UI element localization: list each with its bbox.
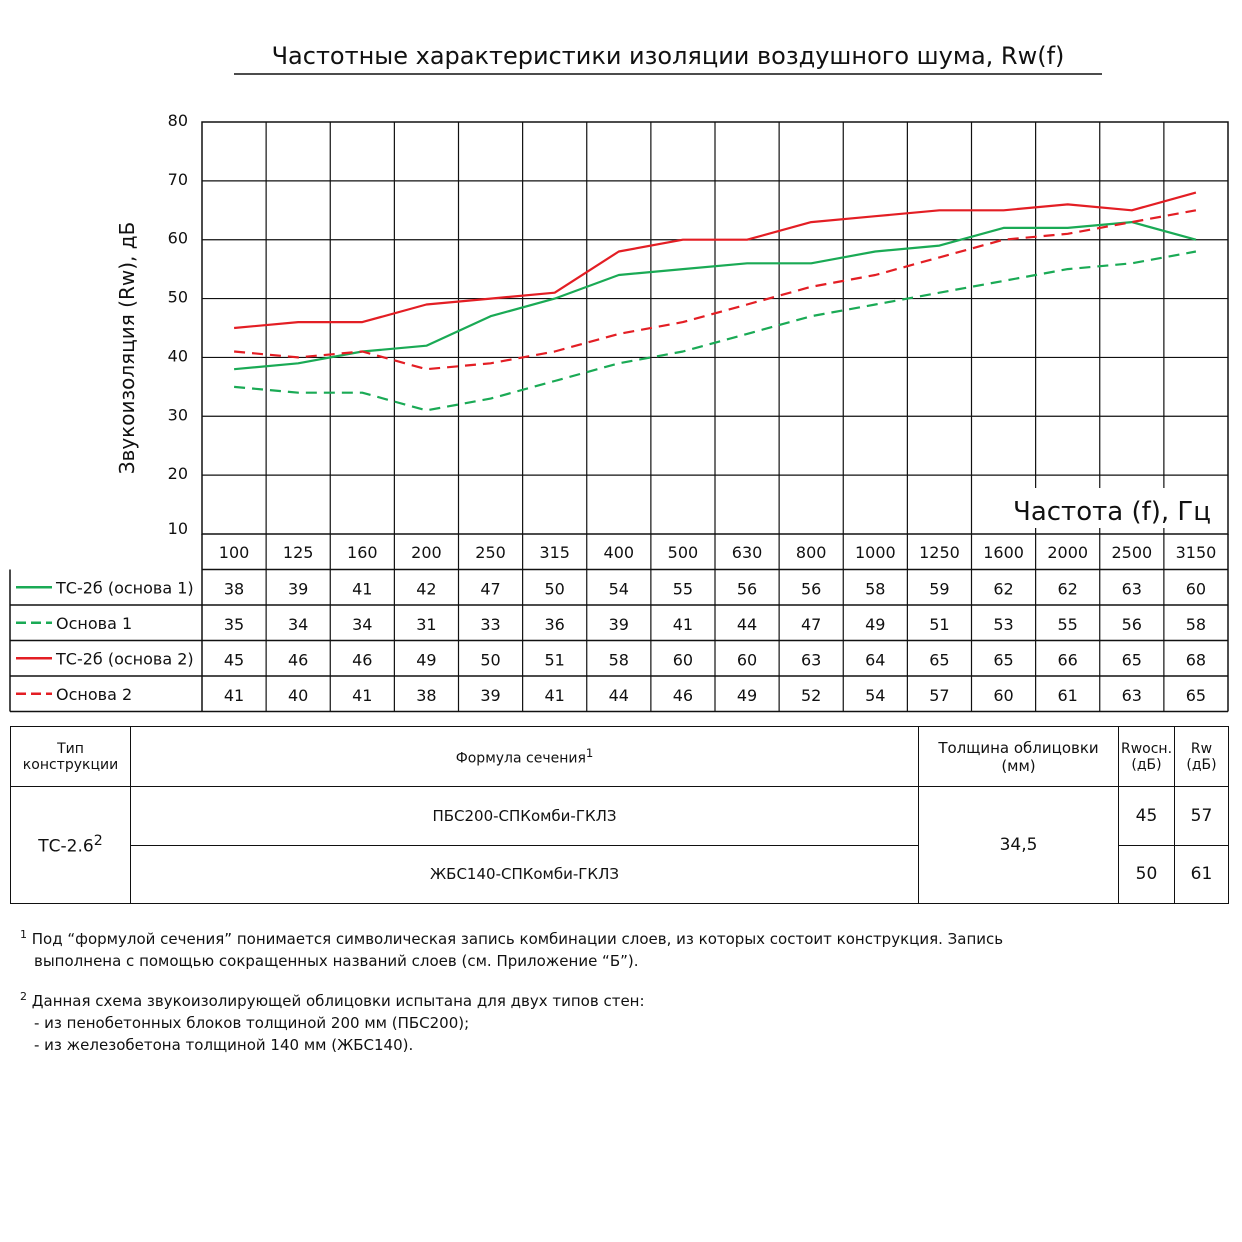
table-cell-value: 62 <box>1057 579 1078 599</box>
table-cell-value: 57 <box>929 685 950 705</box>
header-thickness: Толщина облицовки (мм) <box>919 727 1119 787</box>
legend-label: Основа 1 <box>56 613 133 633</box>
x-tick-label: 400 <box>603 543 635 562</box>
y-tick-label: 40 <box>167 346 188 366</box>
y-tick-label: 50 <box>167 287 188 307</box>
x-tick-label: 2500 <box>1111 543 1153 562</box>
legend-label: Основа 2 <box>56 684 133 704</box>
table-cell-value: 46 <box>352 650 373 670</box>
y-tick-labels <box>168 111 188 538</box>
table-cell-value: 68 <box>1185 650 1207 670</box>
table-cell-value: 58 <box>865 579 886 599</box>
legend-label: ТС-2б (основа 1) <box>56 578 194 598</box>
x-tick-label: 1000 <box>854 543 896 562</box>
x-tick-label: 200 <box>411 543 442 562</box>
table-cell-value: 36 <box>544 614 565 634</box>
data-table <box>16 578 1206 705</box>
table-cell-value: 59 <box>929 579 950 599</box>
header-formula: Формула сечения$^1$ <box>131 727 919 787</box>
table-cell-value: 44 <box>736 614 758 634</box>
table-cell-value: 65 <box>929 650 950 670</box>
table-cell-value: 65 <box>1121 650 1142 670</box>
table-cell-value: 60 <box>1185 579 1207 599</box>
table-cell-value: 51 <box>544 650 565 670</box>
x-tick-label: 1600 <box>983 543 1024 562</box>
x-tick-label: 160 <box>347 543 378 562</box>
x-tick-label: 800 <box>795 543 827 562</box>
chart-title: Частотные характеристики изоляции воздушного шума, Rw(f) <box>271 42 1065 70</box>
table-cell-value: 49 <box>865 614 886 634</box>
spec-table <box>10 726 1229 904</box>
table-cell-value: 65 <box>993 650 1014 670</box>
frequency-row <box>219 543 1217 562</box>
table-cell-value: 41 <box>672 614 694 634</box>
table-cell-value: 42 <box>416 579 437 599</box>
table-cell-value: 60 <box>993 685 1014 705</box>
table-cell-value: 55 <box>1057 614 1078 634</box>
table-cell-value: 46 <box>288 650 309 670</box>
table-cell-value: 47 <box>801 614 822 634</box>
table-cell-value: 65 <box>1185 685 1207 705</box>
y-tick-label: 70 <box>167 169 188 189</box>
y-tick-label: 20 <box>167 464 188 484</box>
table-cell-value: 38 <box>416 685 437 705</box>
formula-cell: ПБС200-СПКомби-ГКЛЗ <box>131 787 919 846</box>
table-cell-value: 45 <box>223 650 245 670</box>
header-rw: Rw (дБ) <box>1175 727 1229 787</box>
table-cell-value: 38 <box>223 579 245 599</box>
x-tick-label: 500 <box>667 543 699 562</box>
rw-cell: 57 <box>1175 787 1229 846</box>
x-tick-label: 250 <box>475 543 506 562</box>
table-cell-value: 34 <box>288 614 309 634</box>
x-tick-label: 2000 <box>1047 543 1089 562</box>
y-tick-label: 10 <box>167 519 188 538</box>
x-tick-label: 125 <box>282 543 314 562</box>
table-cell-value: 39 <box>480 685 501 705</box>
x-tick-label: 315 <box>539 543 570 562</box>
header-rw-base: Rwосн. (дБ) <box>1119 727 1175 787</box>
footnote-2: $^2$ Данная схема звукоизолирующей облицовки испытана для двух типов стен: - из пенобетонных блоков толщиной 200 мм (ПБС200); - из железобетона толщиной 140 мм (ЖБС140). <box>20 990 645 1054</box>
x-tick-label: 630 <box>731 543 763 562</box>
table-cell-value: 64 <box>865 650 886 670</box>
table-cell-value: 50 <box>544 579 565 599</box>
table-cell-value: 56 <box>736 579 758 599</box>
table-cell-value: 51 <box>929 614 950 634</box>
table-cell-value: 50 <box>480 650 501 670</box>
table-cell-value: 33 <box>480 614 501 634</box>
table-cell-value: 56 <box>1121 614 1142 634</box>
table-cell-value: 54 <box>608 579 629 599</box>
table-cell-value: 55 <box>672 579 694 599</box>
rw-base-cell: 45 <box>1119 787 1175 846</box>
table-cell-value: 63 <box>1121 579 1142 599</box>
header-type: Тип конструкции <box>11 727 131 787</box>
table-cell-value: 66 <box>1057 650 1078 670</box>
y-axis-label: Звукоизоляция (Rw), дБ <box>115 221 139 475</box>
x-tick-label: 3150 <box>1175 543 1217 562</box>
table-cell-value: 40 <box>288 685 309 705</box>
x-tick-label: 1250 <box>919 543 960 562</box>
spec-header-row <box>11 727 1229 787</box>
construction-type: $ТС-2.6^2$ <box>11 787 131 904</box>
footnote-1: $^1$ Под “формулой сечения” понимается символическая запись комбинации слоев, из которых состоит конструкция. Запись выполнена с помощью сокращенных названий слоев (см. Приложение “Б”). <box>20 928 1004 970</box>
table-cell-value: 61 <box>1057 685 1078 705</box>
table-cell-value: 44 <box>608 685 629 705</box>
y-tick-label: 80 <box>167 111 188 130</box>
table-cell-value: 62 <box>993 579 1014 599</box>
table-cell-value: 60 <box>672 650 694 670</box>
footnotes <box>20 924 1220 1070</box>
table-cell-value: 58 <box>608 650 629 670</box>
table-cell-value: 49 <box>736 685 758 705</box>
x-tick-label: 100 <box>218 543 250 562</box>
table-cell-value: 34 <box>352 614 373 634</box>
table-cell-value: 46 <box>672 685 694 705</box>
rw-base-cell: 50 <box>1119 845 1175 904</box>
table-cell-value: 53 <box>993 614 1014 634</box>
spec-row <box>11 787 1229 846</box>
y-tick-label: 60 <box>167 228 188 248</box>
thickness-cell: 34,5 <box>919 787 1119 904</box>
table-cell-value: 41 <box>352 685 373 705</box>
legend-label: ТС-2б (основа 2) <box>56 649 194 669</box>
table-cell-value: 35 <box>223 614 245 634</box>
table-cell-value: 31 <box>416 614 437 634</box>
table-cell-value: 63 <box>801 650 822 670</box>
x-axis-label: Частота (f), Гц <box>1013 497 1211 527</box>
formula-cell: ЖБС140-СПКомби-ГКЛЗ <box>131 845 919 904</box>
rw-cell: 61 <box>1175 845 1229 904</box>
table-cell-value: 63 <box>1121 685 1142 705</box>
table-cell-value: 41 <box>544 685 565 705</box>
table-cell-value: 60 <box>736 650 758 670</box>
y-tick-label: 30 <box>167 405 188 425</box>
table-cell-value: 47 <box>480 579 501 599</box>
table-cell-value: 49 <box>416 650 437 670</box>
table-cell-value: 54 <box>865 685 886 705</box>
table-cell-value: 56 <box>801 579 822 599</box>
table-cell-value: 39 <box>288 579 309 599</box>
table-cell-value: 39 <box>608 614 629 634</box>
table-cell-value: 41 <box>352 579 373 599</box>
table-cell-value: 58 <box>1185 614 1207 634</box>
table-cell-value: 52 <box>801 685 822 705</box>
table-cell-value: 41 <box>223 685 245 705</box>
